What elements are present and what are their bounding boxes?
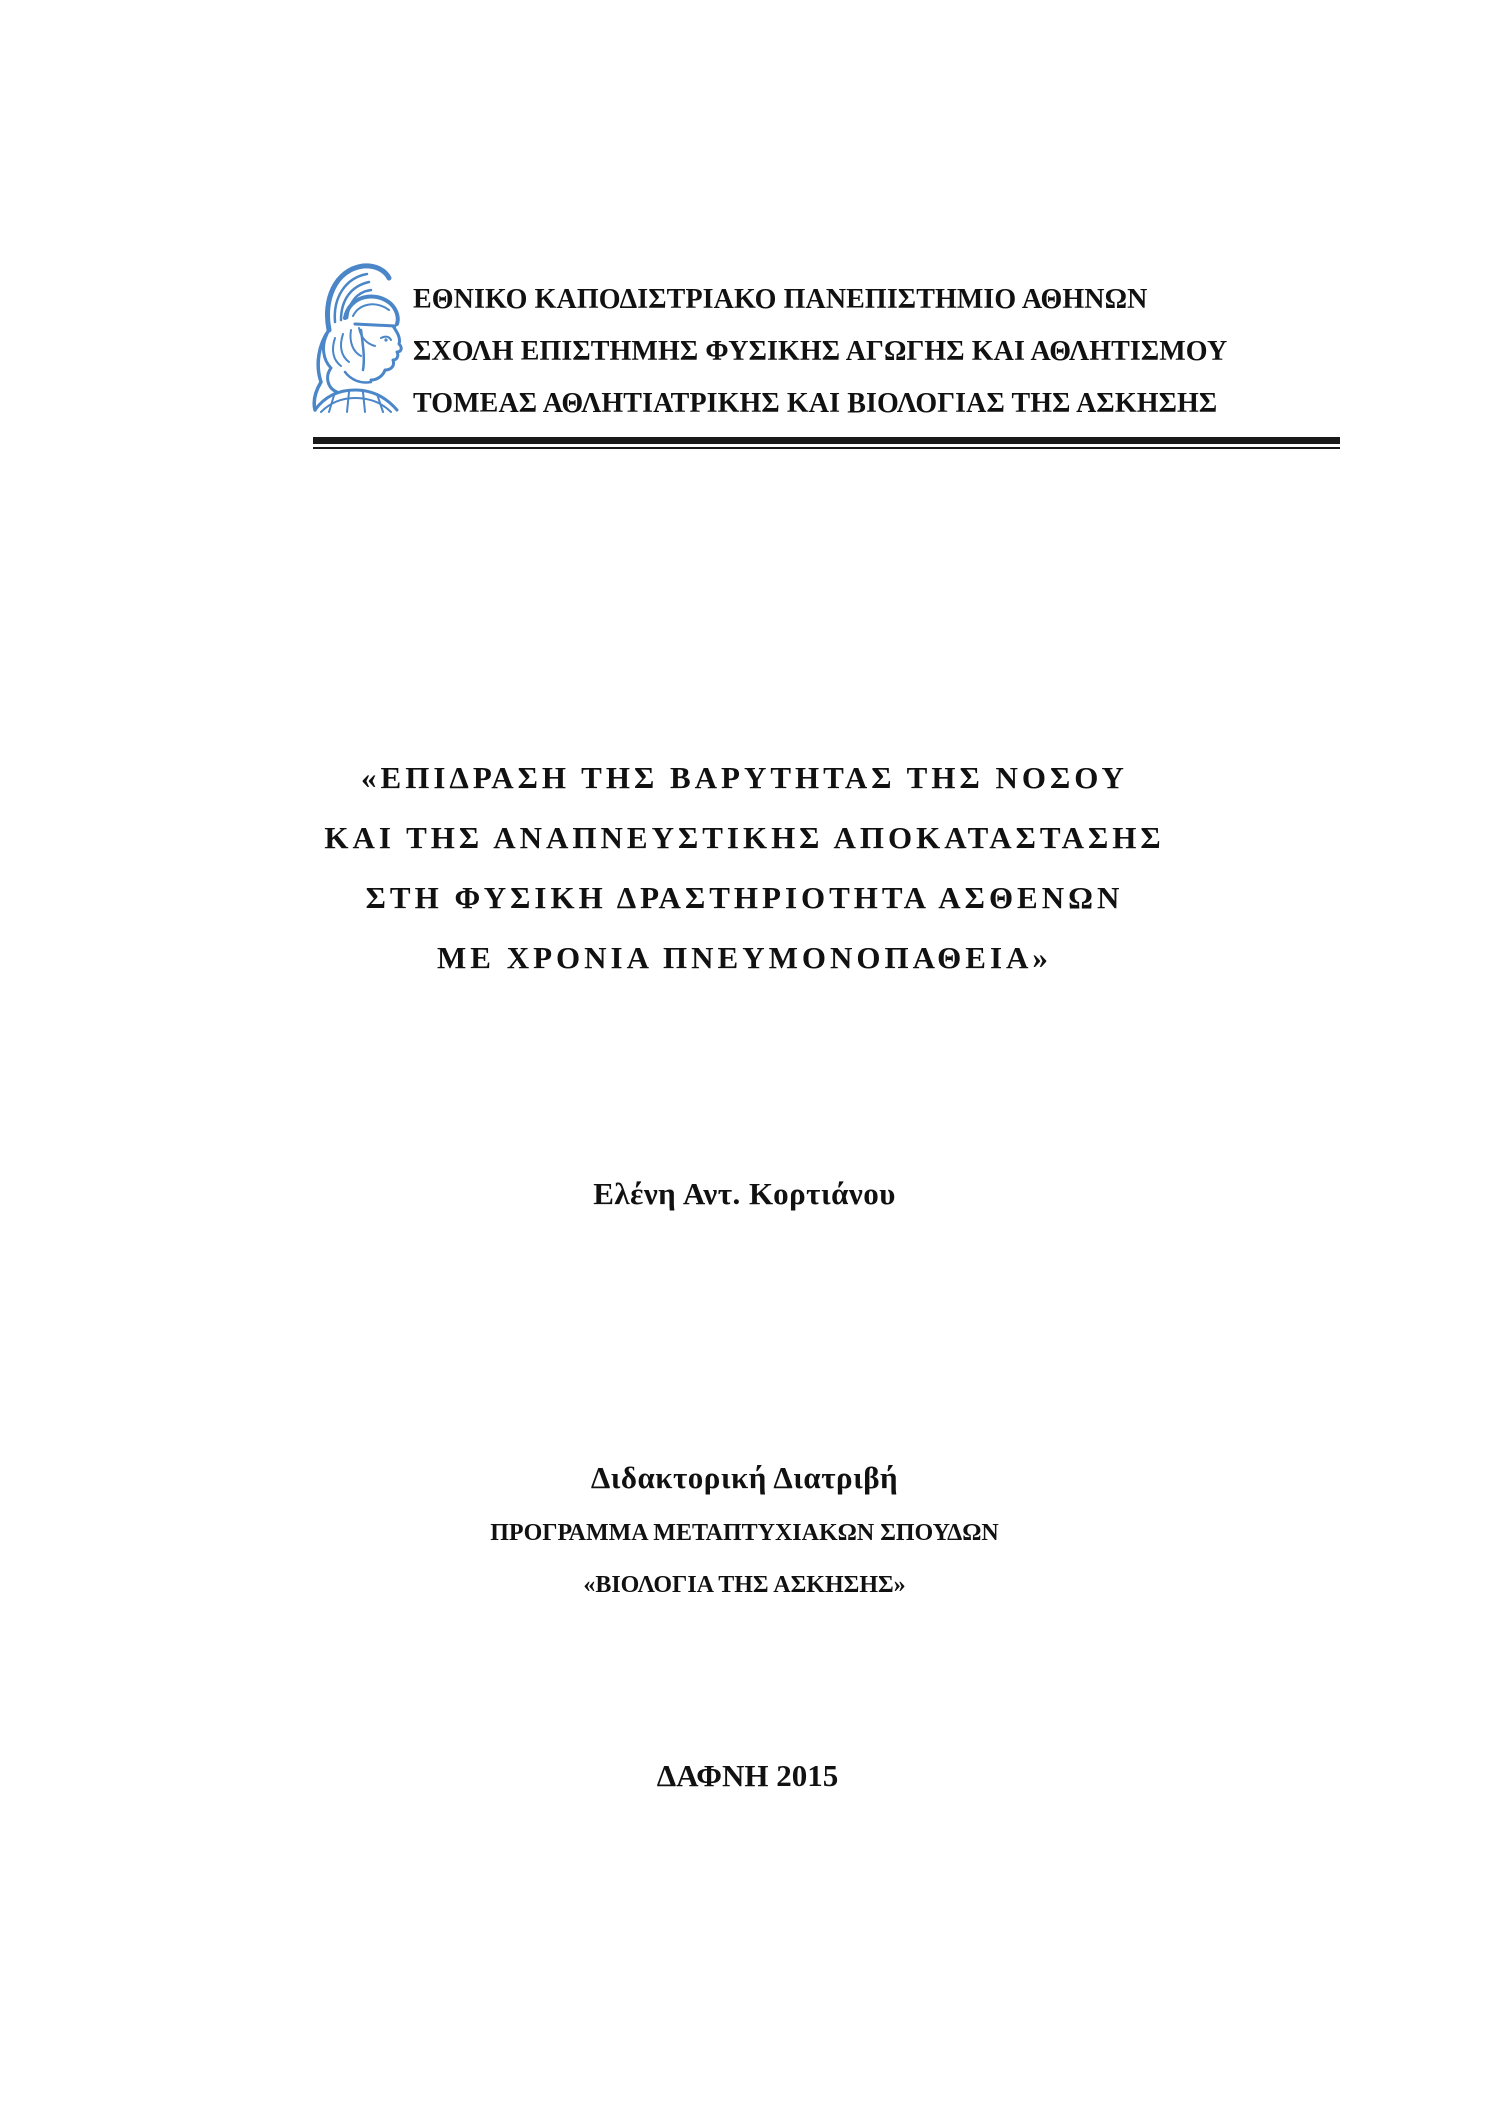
header-divider-thin: [313, 447, 1340, 449]
author-name: Ελένη Αντ. Κορτιάνου: [593, 1176, 896, 1211]
department-name: ΤΟΜΕΑΣ ΑΘΛΗΤΙΑΤΡΙΚΗΣ ΚΑΙ ΒΙΟΛΟΓΙΑΣ ΤΗΣ ΑΣΚΗΣΗΣ: [413, 388, 1218, 419]
institution-header: [305, 258, 1340, 418]
degree-type: Διδακτορική Διατριβή: [590, 1460, 899, 1495]
title-line: «ΕΠΙΔΡΑΣΗ ΤΗΣ ΒΑΡΥΤΗΤΑΣ ΤΗΣ ΝΟΣΟΥ: [361, 760, 1128, 795]
degree-info: [0, 1456, 1489, 1600]
school-name: ΣΧΟΛΗ ΕΠΙΣΤΗΜΗΣ ΦΥΣΙΚΗΣ ΑΓΩΓΗΣ ΚΑΙ ΑΘΛΗΤΙΣΜΟΥ: [413, 336, 1228, 367]
title-line: ΜΕ ΧΡΟΝΙΑ ΠΝΕΥΜΟΝΟΠΑΘΕΙΑ»: [437, 940, 1052, 975]
program-title: ΠΡΟΓΡΑΜΜΑ ΜΕΤΑΠΤΥΧΙΑΚΩΝ ΣΠΟΥΔΩΝ: [490, 1520, 999, 1546]
thesis-title: [0, 748, 1489, 988]
place-year: ΔΑΦΝΗ 2015: [656, 1758, 839, 1793]
title-line: ΣΤΗ ΦΥΣΙΚΗ ΔΡΑΣΤΗΡΙΟΤΗΤΑ ΑΣΘΕΝΩΝ: [365, 880, 1124, 915]
university-name: ΕΘΝΙΚΟ ΚΑΠΟΔΙΣΤΡΙΑΚΟ ΠΑΝΕΠΙΣΤΗΜΙΟ ΑΘΗΝΩΝ: [413, 284, 1148, 315]
athena-head-logo-icon: [305, 260, 405, 416]
institution-lines: [413, 274, 1227, 430]
program-name: «ΒΙΟΛΟΓΙΑ ΤΗΣ ΑΣΚΗΣΗΣ»: [583, 1572, 906, 1598]
header-divider-thick: [313, 437, 1340, 444]
title-line: ΚΑΙ ΤΗΣ ΑΝΑΠΝΕΥΣΤΙΚΗΣ ΑΠΟΚΑΤΑΣΤΑΣΗΣ: [324, 820, 1165, 855]
